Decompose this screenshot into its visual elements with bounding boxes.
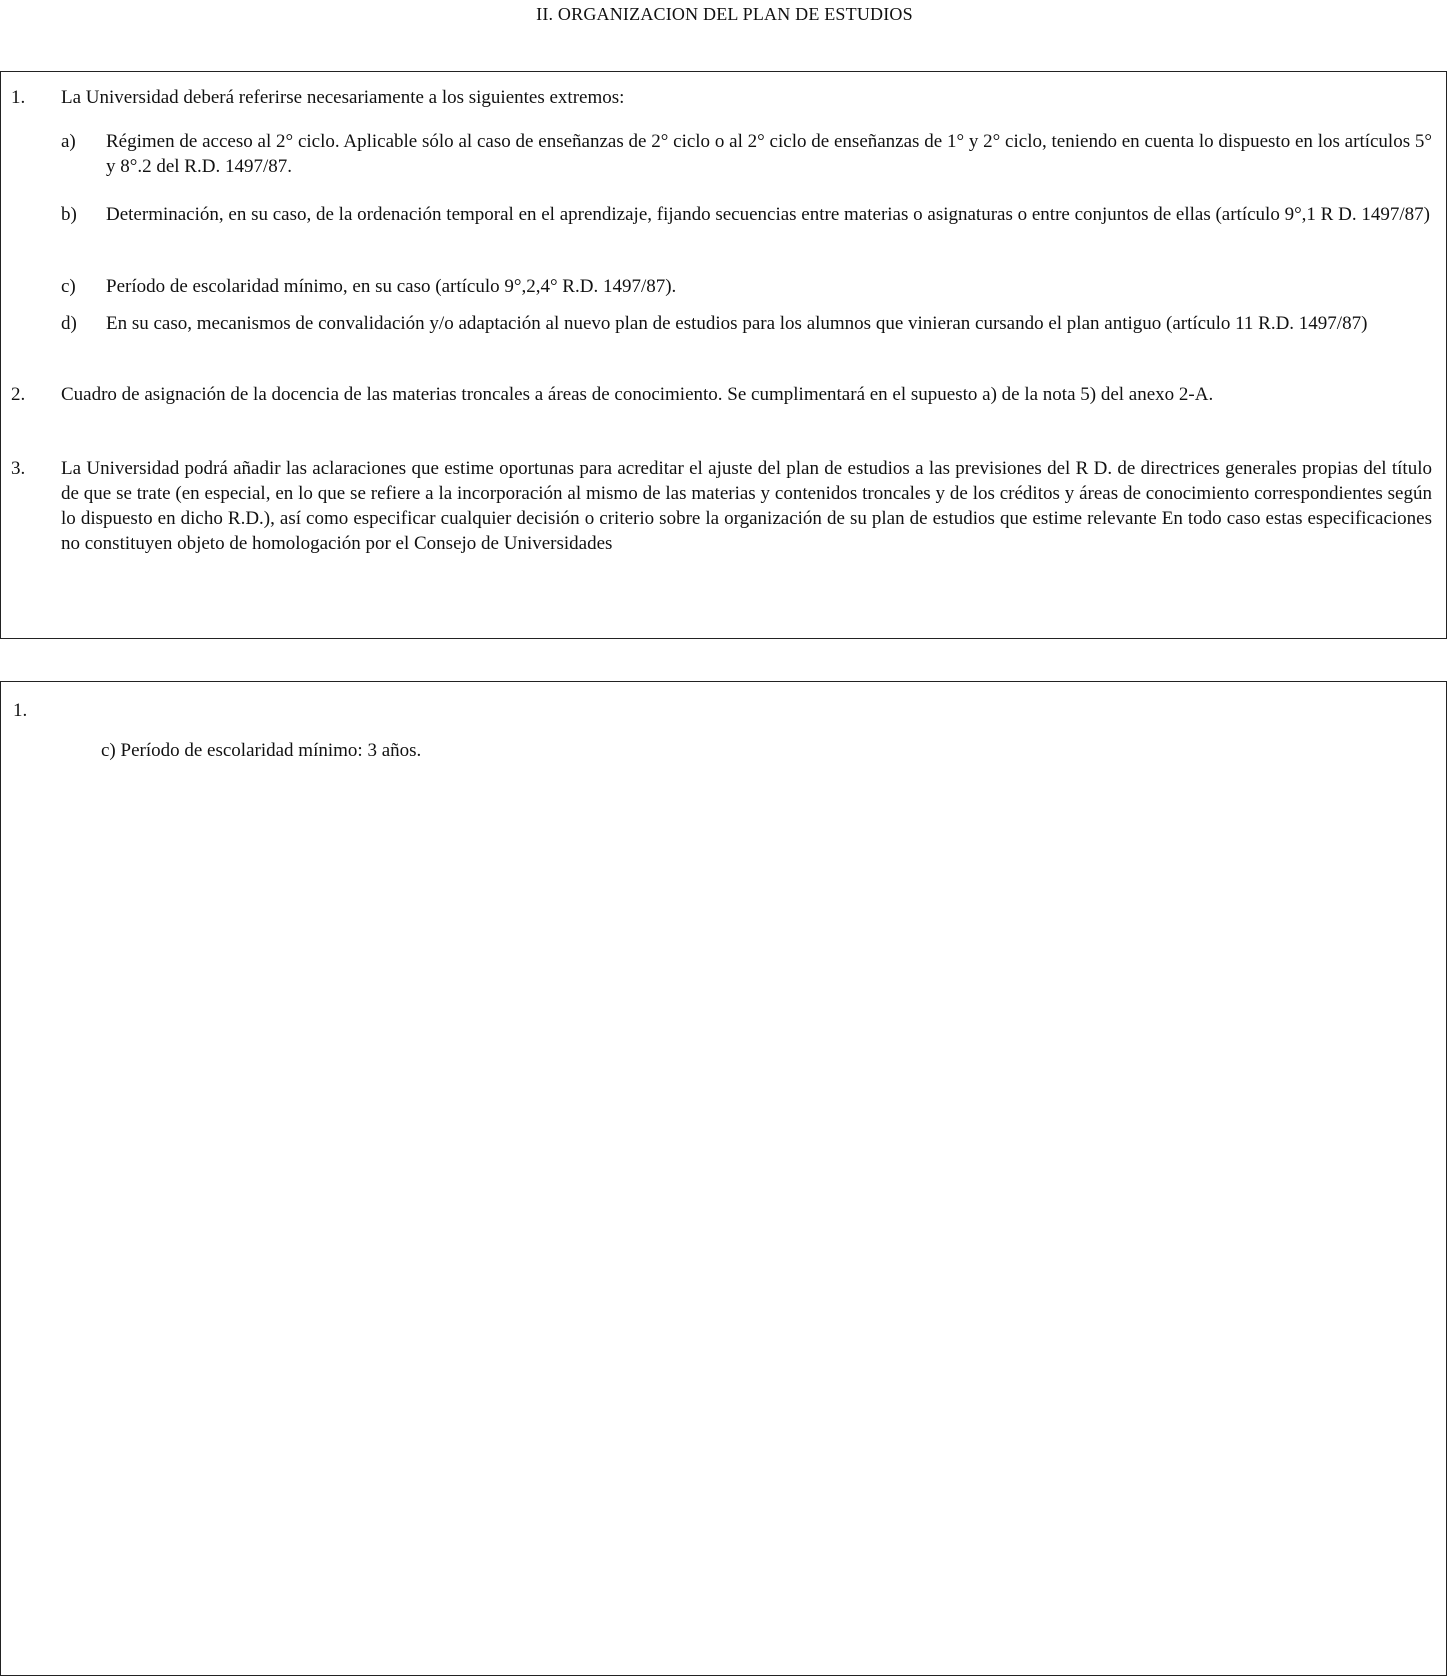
answer-text: c) Período de escolaridad mínimo: 3 años.	[101, 740, 422, 761]
page-title: II. ORGANIZACION DEL PLAN DE ESTUDIOS	[536, 4, 913, 24]
subitem-letter: a)	[61, 131, 76, 152]
item-text: Cuadro de asignación de la docencia de las materias troncales a áreas de conocimiento. Se cumplimentará en el supuesto a) de la nota 5) del anexo 2-A.	[61, 384, 1214, 405]
subitem-letter: c)	[61, 276, 76, 297]
item-number: 2.	[11, 384, 26, 405]
answer-box	[0, 681, 1447, 1676]
subitem-text: Determinación, en su caso, de la ordenación temporal en el aprendizaje, fijando secuencias entre materias o asignaturas o entre conjuntos de ellas (artículo 9°,1 R D. 1497/87)	[106, 204, 1430, 225]
subitem-text: Período de escolaridad mínimo, en su caso (artículo 9°,2,4° R.D. 1497/87).	[106, 276, 677, 297]
answer-number: 1.	[13, 700, 28, 721]
subitem-text: En su caso, mecanismos de convalidación y/o adaptación al nuevo plan de estudios para los alumnos que vinieran cursando el plan antiguo (artículo 11 R.D. 1497/87)	[106, 313, 1368, 334]
item-text: La Universidad deberá referirse necesariamente a los siguientes extremos:	[61, 87, 625, 108]
subitem-letter: d)	[61, 313, 77, 334]
item-number: 3.	[11, 458, 26, 479]
instructions-box	[0, 71, 1447, 639]
subitem-text: Régimen de acceso al 2° ciclo. Aplicable sólo al caso de enseñanzas de 2° ciclo o al 2° ciclo de enseñanzas de 1° y 2° ciclo, teniendo en cuenta lo dispuesto en los artículos 5° y 8°.2 del R.D. 1497/87.	[106, 131, 1432, 177]
subitem-letter: b)	[61, 204, 77, 225]
item-text: La Universidad podrá añadir las aclaraciones que estime oportunas para acreditar el ajuste del plan de estudios a las previsiones del R D. de directrices generales propias del título de que se trate (en especial, en lo que se refiere a la incorporación al mismo de las materias y contenidos troncales y de los créditos y áreas de conocimiento correspondientes según lo dispuesto en dicho R.D.), así como especificar cualquier decisión o criterio sobre la organización de su plan de estudios que estime relevante En todo caso estas especificaciones no constituyen objeto de homologación por el Consejo de Universidades	[61, 458, 1432, 554]
item-number: 1.	[11, 87, 26, 108]
